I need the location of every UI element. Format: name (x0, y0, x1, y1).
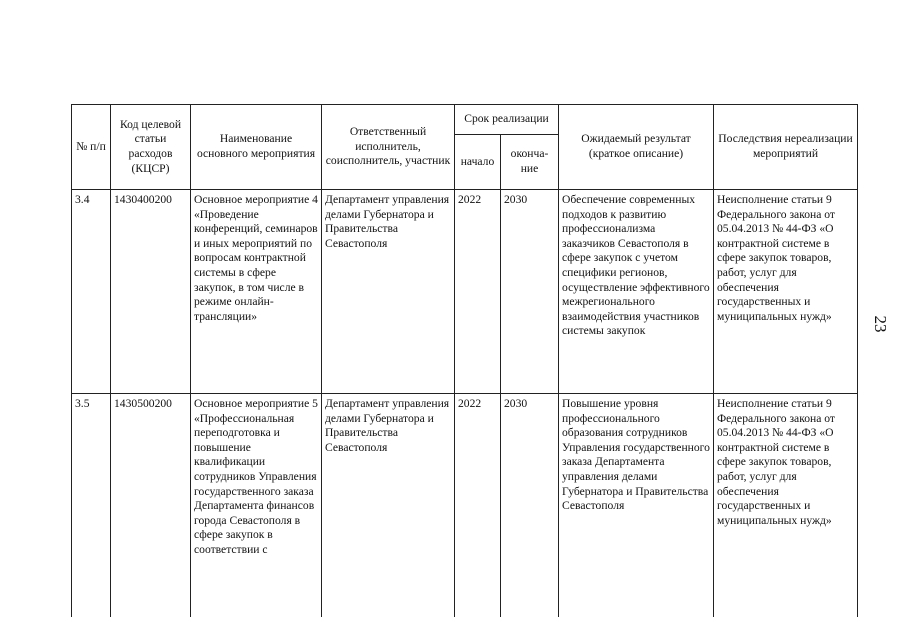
header-end: оконча-ние (501, 135, 559, 190)
cell-start: 2022 (455, 394, 501, 618)
cell-result: Повышение уровня профессионального образования сотрудников Управления государственного заказа Департамента управления делами Губернатора и Правительства Севастополя (559, 394, 714, 618)
table-header-row (72, 105, 858, 135)
cell-consequences: Неисполнение статьи 9 Федерального закона от 05.04.2013 № 44-ФЗ «О контрактной системе в сфере закупок товаров, работ, услуг для обеспечения государственных и муниципальных нужд» (714, 394, 858, 618)
cell-num: 3.4 (72, 190, 111, 394)
cell-responsible: Департамент управления делами Губернатора и Правительства Севастополя (322, 190, 455, 394)
cell-name: Основное мероприятие 5 «Профессиональная переподготовка и повышение квалификации сотрудников Управления государственного заказа Департамента финансов города Севастополя в сфере закупок в соответствии с (191, 394, 322, 618)
program-activities-table (71, 104, 858, 617)
cell-start: 2022 (455, 190, 501, 394)
cell-code: 1430400200 (111, 190, 191, 394)
cell-name: Основное мероприятие 4 «Проведение конференций, семинаров и иных мероприятий по вопросам контрактной системы в сфере закупок, в том числе в режиме онлайн-трансляции» (191, 190, 322, 394)
header-result: Ожидаемый результат (краткое описание) (559, 105, 714, 190)
header-responsible: Ответственный исполнитель, соисполнитель, участник (322, 105, 455, 190)
header-code: Код целевой статьи расходов (КЦСР) (111, 105, 191, 190)
header-num: № п/п (72, 105, 111, 190)
header-period: Срок реализации (455, 105, 559, 135)
cell-num: 3.5 (72, 394, 111, 618)
cell-consequences: Неисполнение статьи 9 Федерального закона от 05.04.2013 № 44-ФЗ «О контрактной системе в сфере закупок товаров, работ, услуг для обеспечения государственных и муниципальных нужд» (714, 190, 858, 394)
table-row (72, 190, 858, 394)
header-start: начало (455, 135, 501, 190)
table-row (72, 394, 858, 618)
header-name: Наименование основного мероприятия (191, 105, 322, 190)
header-consequences: Последствия нереализации мероприятий (714, 105, 858, 190)
page-number: 23 (871, 315, 890, 333)
cell-end: 2030 (501, 394, 559, 618)
cell-end: 2030 (501, 190, 559, 394)
cell-code: 1430500200 (111, 394, 191, 618)
cell-result: Обеспечение современных подходов к развитию профессионализма заказчиков Севастополя в сфере закупок с учетом специфики регионов, осуществление эффективного межрегионального взаимодействия участников системы закупок (559, 190, 714, 394)
cell-responsible: Департамент управления делами Губернатора и Правительства Севастополя (322, 394, 455, 618)
